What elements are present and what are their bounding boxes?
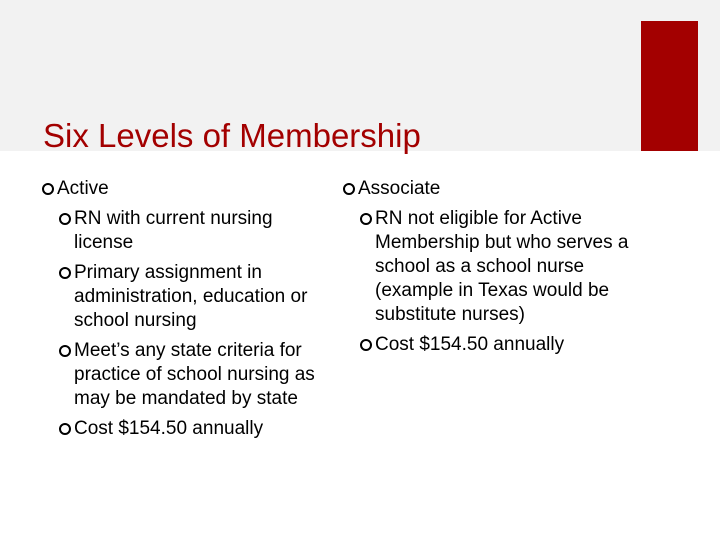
list-item xyxy=(360,207,635,327)
column-active xyxy=(42,177,324,447)
bullet-circle-icon xyxy=(59,423,71,435)
list-item xyxy=(59,417,324,441)
list-item-text: Cost $154.50 annually xyxy=(375,334,565,355)
bullet-circle-icon xyxy=(59,345,71,357)
bullet-heading xyxy=(42,177,324,201)
bullet-circle-icon xyxy=(343,183,355,195)
column-associate xyxy=(343,177,635,363)
bullet-circle-icon xyxy=(59,213,71,225)
list-item xyxy=(59,339,324,411)
bullet-circle-icon xyxy=(59,267,71,279)
list-item-text: Meet’s any state criteria for practice of school nursing as may be mandated by state xyxy=(74,340,315,409)
slide-title: Six Levels of Membership xyxy=(43,117,421,154)
bullet-circle-icon xyxy=(360,213,372,225)
accent-bar xyxy=(641,21,698,151)
list-item xyxy=(59,207,324,255)
heading-associate: Associate xyxy=(358,178,441,199)
list-item xyxy=(360,333,635,357)
list-item-text: Primary assignment in administration, education or school nursing xyxy=(74,262,308,331)
bullet-circle-icon xyxy=(360,339,372,351)
bullet-heading xyxy=(343,177,635,201)
list-item xyxy=(59,261,324,333)
list-item-text: RN with current nursing license xyxy=(74,208,273,253)
list-item-text: Cost $154.50 annually xyxy=(74,418,264,439)
bullet-circle-icon xyxy=(42,183,54,195)
heading-active: Active xyxy=(57,178,109,199)
list-item-text: RN not eligible for Active Membership but who serves a school as a school nurse (example in Texas would be substitute nurses) xyxy=(375,208,629,325)
